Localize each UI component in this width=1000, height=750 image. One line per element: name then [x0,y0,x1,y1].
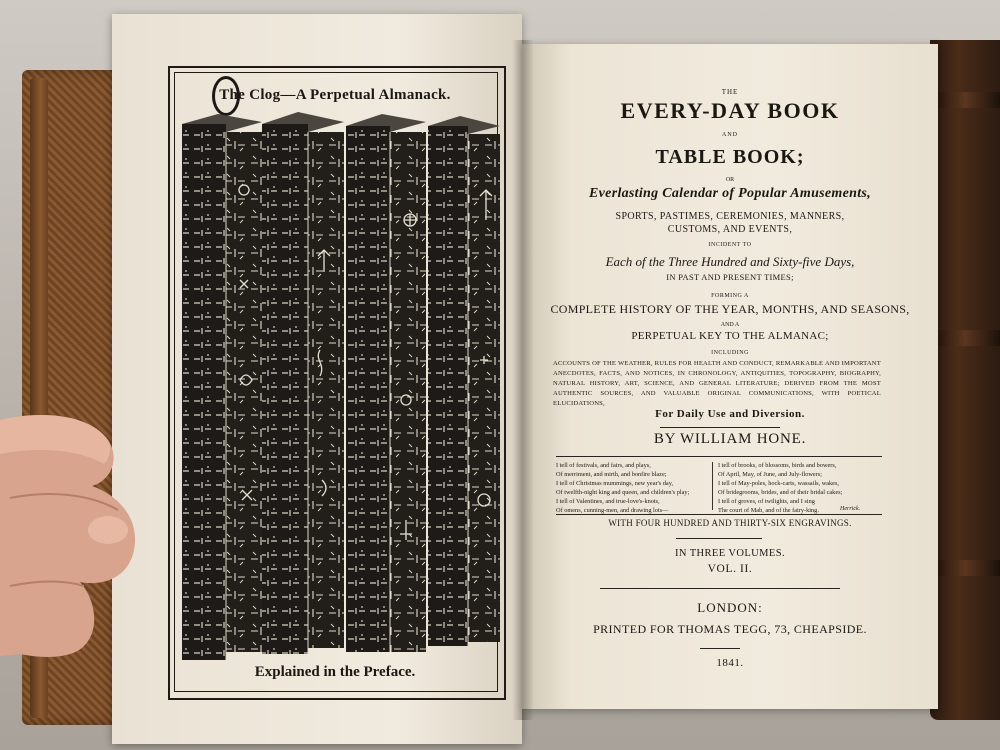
volumes-line: IN THREE VOLUMES. [675,548,785,559]
daily-use-line: For Daily Use and Diversion. [655,408,805,420]
adjacent-book-spine [930,40,1000,720]
verse-attribution: Herrick. [840,506,861,512]
incident-line: INCIDENT TO [708,242,752,248]
verse-divider [712,462,713,510]
frontispiece-title: The Clog—A Perpetual Almanack. [219,87,451,103]
verse-line: I tell of brooks, of blossoms, birds and bowers, [718,462,837,469]
frontispiece-caption: Explained in the Preface. [254,664,416,680]
verse-line: I tell of Christmas mummings, new year's day, [556,480,674,487]
clog-almanac-illustration [170,100,504,660]
past-present-line: IN PAST AND PRESENT TIMES; [666,272,794,282]
forming-line: FORMING A [711,293,749,299]
spine-band [930,92,1000,108]
imprint-year: 1841. [716,657,744,669]
subtitle-table-book: TABLE BOOK; [655,146,805,168]
verse-line: I tell of May-poles, hock-carts, wassails, wakes, [718,480,840,487]
each-day-line: Each of the Three Hundred and Sixty-five Days, [605,254,855,269]
verse-right [718,461,886,515]
complete-history-line: COMPLETE HISTORY OF THE YEAR, MONTHS, AND SEASONS, [550,302,910,316]
including-line: INCLUDING [711,350,749,356]
engravings-line: WITH FOUR HUNDRED AND THIRTY-SIX ENGRAVINGS. [608,518,852,528]
divider-rule [676,538,762,539]
imprint-printer: PRINTED FOR THOMAS TEGG, 73, CHEAPSIDE. [593,622,867,636]
verse-line: Of merriment, and mirth, and bonfire blaze; [556,471,667,478]
verse-line: The court of Mab, and of the fairy-king. [718,507,819,514]
contents-paragraph: ACCOUNTS OF THE WEATHER, RULES FOR HEALTH AND CONDUCT, REMARKABLE AND IMPORTANT ANECDOTES, FACTS, AND NOTICES, IN CHRONOLOGY, ANTIQUITIES, TOPOGRAPHY, BIOGRAPHY, NATURAL HISTORY, ART, SCIENCE, AND GENERAL LITERATURE; DERIVED FROM THE MOST AUTHENTIC SOURCES, AND VALUABLE ORIGINAL COMMUNICATIONS, WITH POETICAL ELUCIDATIONS, [553,360,881,407]
hand-holding-page [0,410,150,740]
divider-rule [600,588,840,589]
imprint-city: LONDON: [697,600,763,615]
volume-number: VOL. II. [707,563,753,575]
verse-line: I tell of groves, of twilights, and I sing [718,498,815,505]
spine-band [930,560,1000,576]
divider-rule [700,648,740,649]
customs-line: CUSTOMS, AND EVENTS, [667,224,793,235]
and-a-line: AND A [720,322,740,328]
verse-left [556,461,724,515]
sports-line: SPORTS, PASTIMES, CEREMONIES, MANNERS, [615,211,845,222]
title-or: OR [725,177,735,183]
verse-line: Of twelfth-night king and queen, and children's play; [556,489,690,496]
everlasting-calendar-line: Everlasting Calendar of Popular Amusements, [589,186,871,201]
verse-line: I tell of festivals, and fairs, and plays, [556,462,651,469]
page-gutter [512,40,534,720]
divider-rule [660,427,780,428]
title-and: AND [722,132,738,138]
author-line: BY WILLIAM HONE. [653,431,807,447]
title-the: THE [721,88,739,96]
spine-band [930,330,1000,346]
divider-rule [556,456,882,457]
verse-line: Of bridegrooms, brides, and of their bridal cakes; [718,489,843,496]
perpetual-key-line: PERPETUAL KEY TO THE ALMANAC; [631,330,829,342]
verse-line: Of April, May, of June, and July-flowers; [718,471,822,478]
divider-rule [556,514,882,515]
verse-line: Of omens, cunning-men, and drawing lots— [556,507,669,514]
main-title: EVERY-DAY BOOK [620,98,840,123]
verse-line: I tell of Valentines, and true-love's-knots, [556,498,660,505]
